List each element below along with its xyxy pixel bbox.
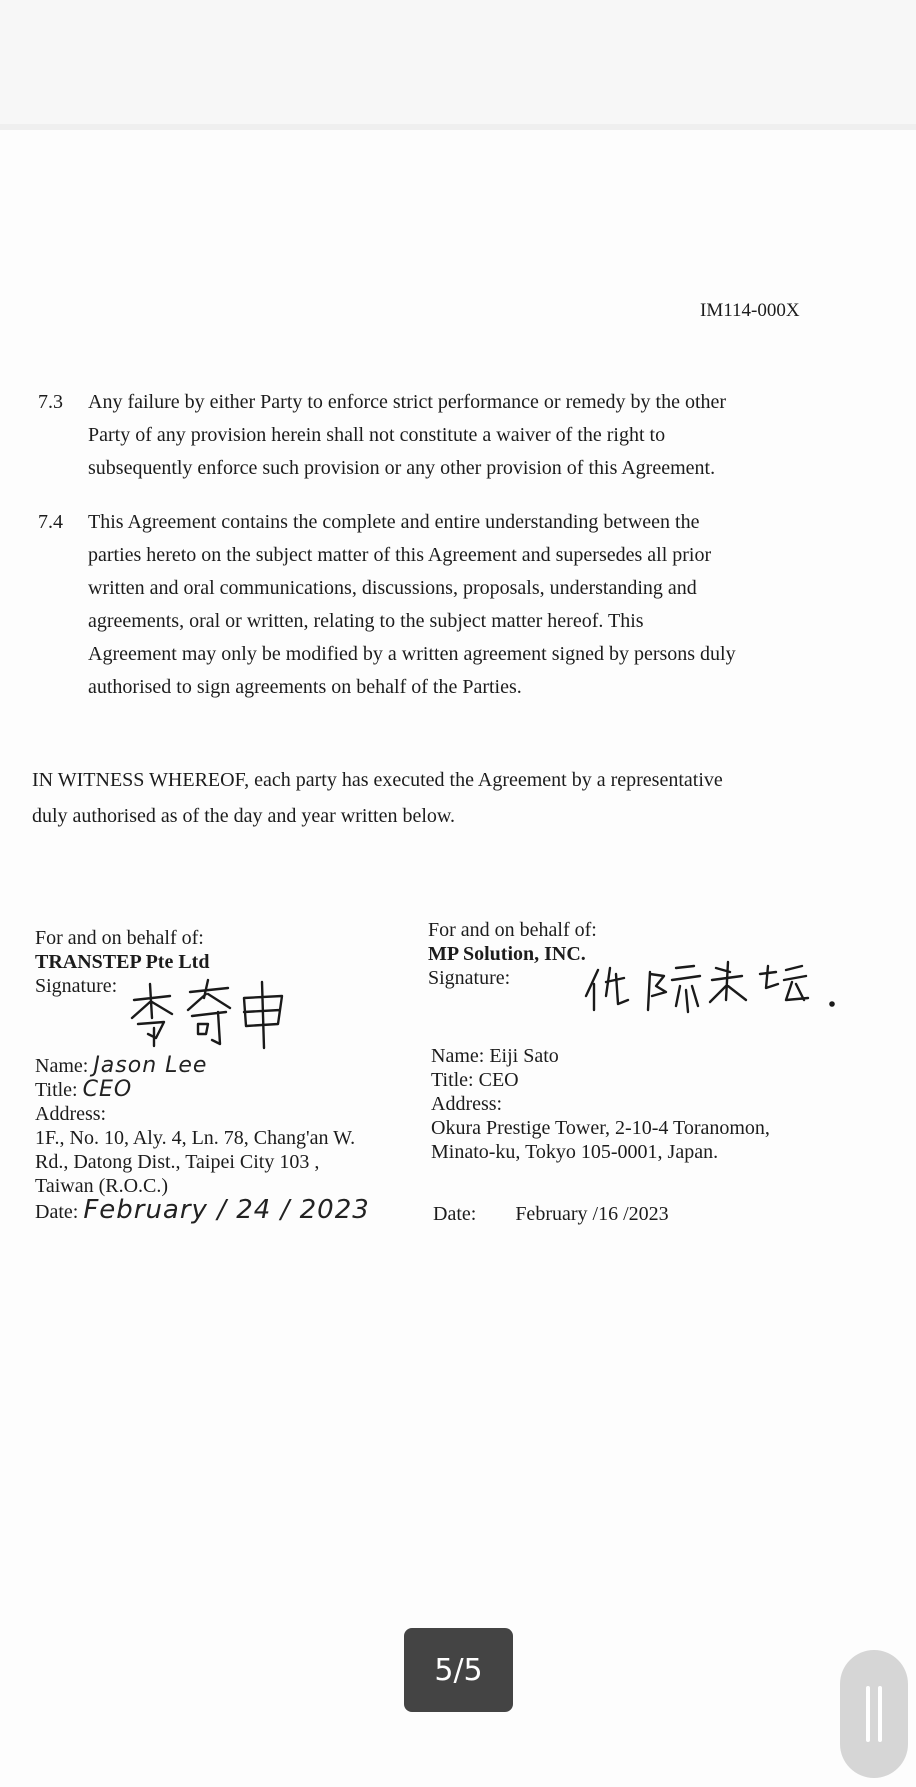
address-label: Address: <box>431 1093 503 1115</box>
clause-line: authorised to sign agreements on behalf of the Parties. <box>88 676 522 698</box>
date-label: Date: <box>35 1201 79 1223</box>
title-row <box>35 1078 415 1102</box>
document-reference-code: IM114-000X <box>700 300 800 321</box>
title-label: Title: <box>35 1079 78 1101</box>
title-value: CEO <box>478 1069 519 1091</box>
clause-line: parties hereto on the subject matter of this Agreement and supersedes all prior <box>88 544 712 566</box>
scroll-grip-bar <box>866 1686 870 1742</box>
company-name: MP Solution, INC. <box>428 943 586 965</box>
name-label: Name: <box>35 1055 89 1077</box>
behalf-label: For and on behalf of: <box>428 919 597 941</box>
clause-7-3 <box>38 386 818 485</box>
address-line: 1F., No. 10, Aly. 4, Ln. 78, Chang'an W. <box>35 1127 356 1149</box>
clause-line: Party of any provision herein shall not constitute a waiver of the right to <box>88 424 666 446</box>
behalf-label: For and on behalf of: <box>35 927 204 949</box>
right-date-row <box>433 1202 873 1226</box>
name-value: Jason Lee <box>93 1053 208 1078</box>
name-row <box>35 1054 415 1078</box>
left-details <box>35 1054 415 1224</box>
date-row <box>35 1195 415 1225</box>
clause-line: Agreement may only be modified by a written agreement signed by persons duly <box>88 643 736 665</box>
clause-text <box>88 386 818 485</box>
date-label: Date: <box>433 1203 477 1225</box>
title-label: Title: <box>431 1069 474 1091</box>
right-handwritten-signature <box>580 960 850 1020</box>
clause-number: 7.3 <box>38 391 63 413</box>
title-row <box>431 1068 871 1092</box>
clause-number: 7.4 <box>38 511 63 533</box>
scroll-grip-bar <box>878 1686 882 1742</box>
company-name: TRANSTEP Pte Ltd <box>35 951 210 973</box>
name-label: Name: <box>431 1045 485 1067</box>
clause-text <box>88 506 818 704</box>
witness-line: IN WITNESS WHEREOF, each party has executed the Agreement by a representative <box>32 769 723 791</box>
witness-statement <box>32 762 812 834</box>
left-handwritten-signature <box>120 978 300 1050</box>
page-indicator[interactable]: 5/5 <box>404 1628 513 1712</box>
viewer-top-bar <box>0 0 916 124</box>
right-details <box>431 1044 871 1164</box>
name-row <box>431 1044 871 1068</box>
witness-line: duly authorised as of the day and year written below. <box>32 805 456 827</box>
address-line: Minato-ku, Tokyo 105-0001, Japan. <box>431 1141 719 1163</box>
clause-line: written and oral communications, discussions, proposals, understanding and <box>88 577 697 599</box>
address-line: Okura Prestige Tower, 2-10-4 Toranomon, <box>431 1117 770 1139</box>
title-value: CEO <box>82 1077 133 1102</box>
address-line: Rd., Datong Dist., Taipei City 103 , <box>35 1151 320 1173</box>
clause-line: subsequently enforce such provision or any other provision of this Agreement. <box>88 457 716 479</box>
address-line: Taiwan (R.O.C.) <box>35 1175 169 1197</box>
clause-line: Any failure by either Party to enforce strict performance or remedy by the other <box>88 391 727 413</box>
clause-line: agreements, oral or written, relating to the subject matter hereof. This <box>88 610 644 632</box>
signature-label: Signature: <box>428 967 511 989</box>
clause-7-4 <box>38 506 818 704</box>
date-value: February /16 /2023 <box>515 1203 669 1225</box>
clause-line: This Agreement contains the complete and entire understanding between the <box>88 511 700 533</box>
address-label: Address: <box>35 1103 107 1125</box>
signature-label: Signature: <box>35 975 118 997</box>
scroll-handle-icon[interactable] <box>840 1650 908 1778</box>
date-value: February / 24 / 2023 <box>83 1195 370 1225</box>
name-value: Eiji Sato <box>489 1045 559 1067</box>
